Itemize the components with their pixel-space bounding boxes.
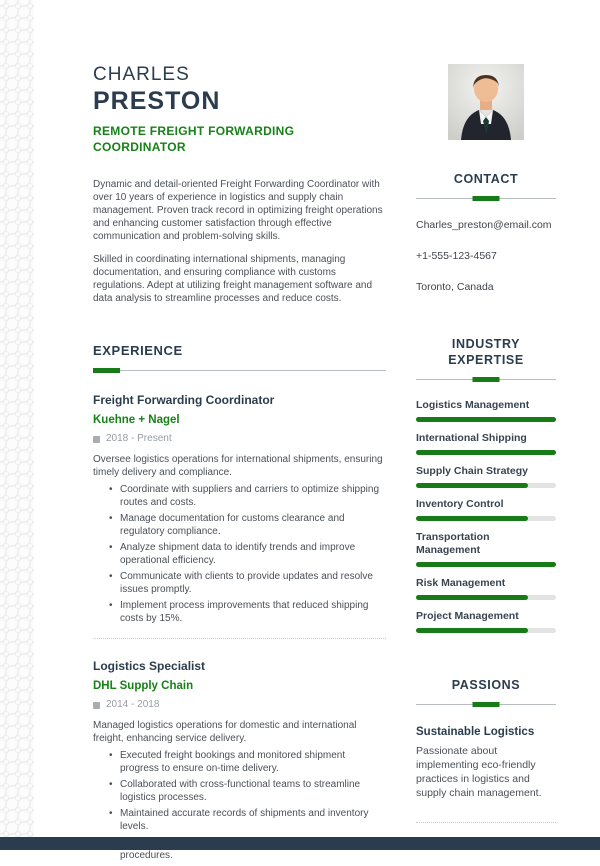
skill-bar-track bbox=[416, 562, 556, 567]
industry-expertise-section bbox=[416, 336, 556, 633]
job-dates-text: 2018 - Present bbox=[106, 433, 172, 444]
job-entry bbox=[93, 393, 386, 625]
skill-bar-fill bbox=[416, 595, 528, 600]
passions-heading: PASSIONS bbox=[451, 678, 521, 692]
headline-job-title: REMOTE FREIGHT FORWARDING COORDINATOR bbox=[93, 124, 295, 154]
job-dates-text: 2014 - 2018 bbox=[106, 699, 160, 710]
contact-items bbox=[416, 219, 556, 294]
passions-divider bbox=[416, 822, 556, 823]
job-bullet: • Communicate with clients to provide updates and resolve issues promptly. bbox=[109, 571, 386, 596]
job-bullet: • Manage documentation for customs clearance and regulatory compliance. bbox=[109, 513, 386, 538]
job-bullet: • Implement process improvements that reduced shipping costs by 15%. bbox=[109, 600, 386, 625]
skill-bar-track bbox=[416, 483, 556, 488]
job-entry bbox=[93, 659, 386, 862]
skill-bar-track bbox=[416, 450, 556, 455]
job-description: Managed logistics operations for domestic and international freight, enhancing service delivery. bbox=[93, 720, 357, 744]
job-divider bbox=[93, 638, 386, 639]
contact-heading: CONTACT bbox=[453, 172, 519, 186]
job-bullet: • Maintained accurate records of shipments and inventory levels. bbox=[109, 808, 386, 833]
job-description: Oversee logistics operations for international shipments, ensuring timely delivery and compliance. bbox=[93, 454, 383, 478]
passions-section bbox=[416, 677, 556, 823]
job-bullet-list bbox=[93, 484, 386, 625]
skill-bar-fill bbox=[416, 628, 528, 633]
skill-row bbox=[416, 610, 556, 633]
skill-row bbox=[416, 432, 556, 455]
contact-email: Charles_preston@email.com bbox=[416, 219, 552, 231]
skill-bar-track bbox=[416, 628, 556, 633]
skill-name: Risk Management bbox=[416, 577, 506, 589]
job-dates bbox=[93, 433, 386, 445]
skill-name: Supply Chain Strategy bbox=[416, 465, 529, 477]
summary-section bbox=[93, 178, 386, 305]
skill-row bbox=[416, 577, 556, 600]
job-company: Kuehne + Nagel bbox=[93, 414, 180, 426]
contact-location: Toronto, Canada bbox=[416, 281, 494, 293]
skill-bar-fill bbox=[416, 417, 556, 422]
summary-paragraph: Dynamic and detail-oriented Freight Forwarding Coordinator with over 10 years of experience in logistics and supply chain management. Proven track record in optimizing freight operations and enhancing customer satisfaction through effective communication and problem-solving skills. bbox=[93, 179, 383, 242]
skill-bar-fill bbox=[416, 483, 528, 488]
footer-bar bbox=[0, 837, 600, 850]
first-name: CHARLES bbox=[93, 64, 190, 85]
skill-bar-track bbox=[416, 516, 556, 521]
skill-row bbox=[416, 399, 556, 422]
section-rule bbox=[93, 368, 386, 373]
passion-item bbox=[416, 725, 556, 800]
industry-expertise-heading: INDUSTRY EXPERTISE bbox=[448, 337, 524, 367]
summary-paragraph: Skilled in coordinating international shipments, managing documentation, and ensuring compliance with customs regulations. Adept at utilizing freight management software and data analysis to streamline processes and reduce costs. bbox=[93, 254, 373, 304]
skill-name: Project Management bbox=[416, 610, 519, 622]
job-bullet: • Analyze shipment data to identify trends and improve operational efficiency. bbox=[109, 542, 386, 567]
skill-bar-track bbox=[416, 595, 556, 600]
skill-bar-track bbox=[416, 417, 556, 422]
skill-row bbox=[416, 531, 556, 567]
calendar-icon bbox=[93, 702, 100, 709]
job-bullet: • procedures. bbox=[109, 837, 386, 862]
calendar-icon bbox=[93, 436, 100, 443]
contact-section bbox=[416, 171, 556, 294]
job-company: DHL Supply Chain bbox=[93, 680, 194, 692]
skill-name: Logistics Management bbox=[416, 399, 530, 411]
experience-heading: EXPERIENCE bbox=[93, 343, 183, 358]
experience-section bbox=[93, 343, 386, 862]
left-column bbox=[93, 0, 386, 866]
job-bullet: • Coordinate with suppliers and carriers to optimize shipping routes and costs. bbox=[109, 484, 386, 509]
skill-bar-fill bbox=[416, 562, 556, 567]
right-column bbox=[416, 0, 556, 866]
job-bullet: • Executed freight bookings and monitored shipment progress to ensure on-time delivery. bbox=[109, 750, 386, 775]
skill-row bbox=[416, 465, 556, 488]
skill-name: International Shipping bbox=[416, 432, 527, 444]
skills-list bbox=[416, 399, 556, 633]
job-dates bbox=[93, 699, 386, 711]
skill-bar-fill bbox=[416, 516, 528, 521]
contact-phone: +1-555-123-4567 bbox=[416, 250, 497, 262]
skill-name: Inventory Control bbox=[416, 498, 504, 510]
job-bullet: • Collaborated with cross-functional teams to streamline logistics processes. bbox=[109, 779, 386, 804]
passion-description: Passionate about implementing eco-friendly practices in logistics and supply chain management. bbox=[416, 745, 542, 799]
section-rule bbox=[416, 702, 556, 707]
profile-photo bbox=[448, 64, 524, 140]
job-title: Logistics Specialist bbox=[93, 659, 206, 673]
skill-name: Transportation Management bbox=[416, 531, 490, 556]
skill-row bbox=[416, 498, 556, 521]
section-rule bbox=[416, 196, 556, 201]
job-title: Freight Forwarding Coordinator bbox=[93, 393, 275, 407]
section-rule bbox=[416, 377, 556, 382]
passion-title: Sustainable Logistics bbox=[416, 726, 535, 738]
last-name: PRESTON bbox=[93, 87, 221, 115]
skill-bar-fill bbox=[416, 450, 556, 455]
